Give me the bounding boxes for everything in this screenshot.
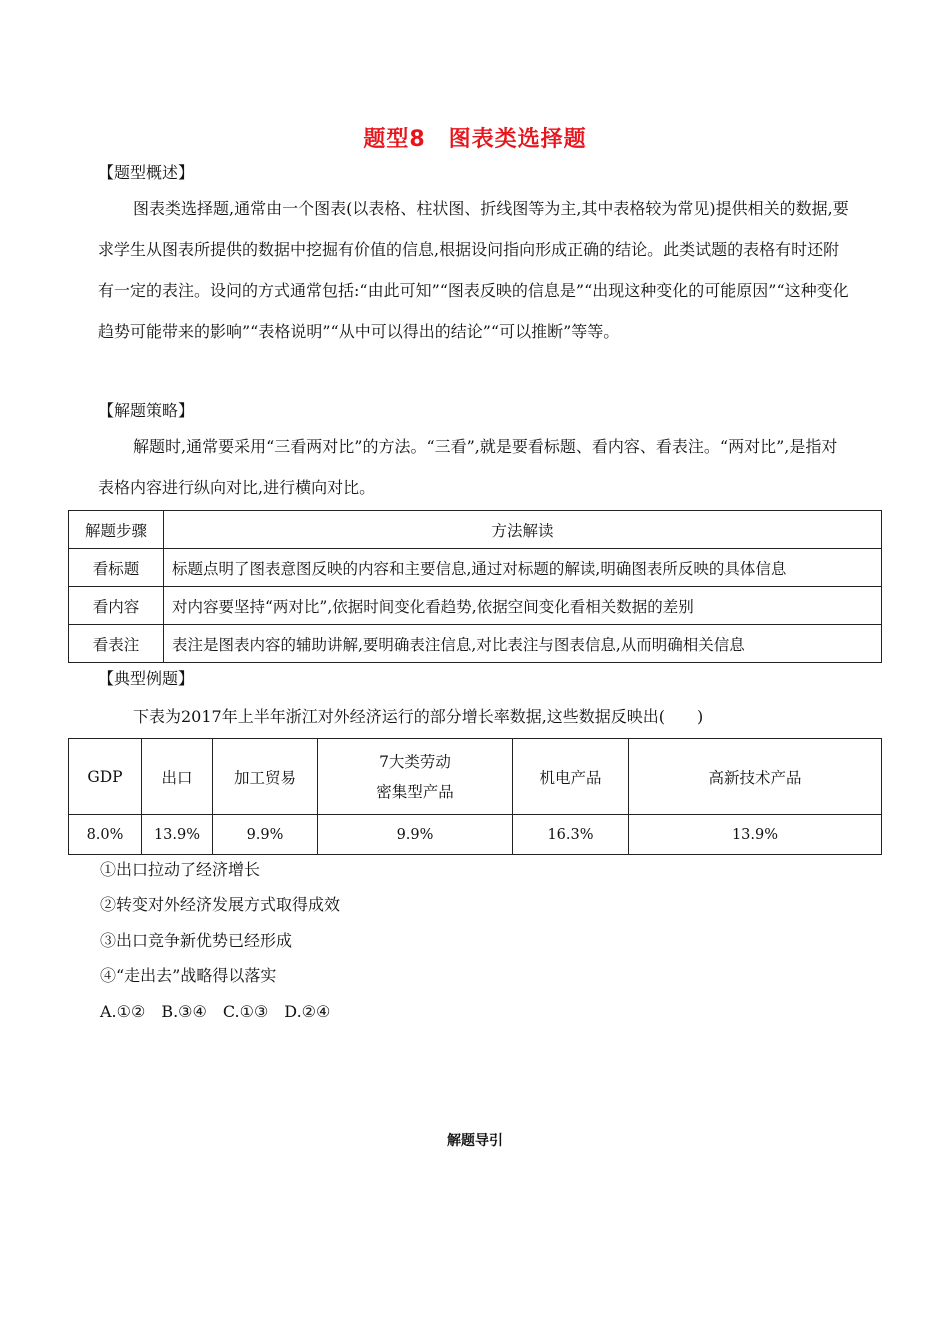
example-table [68,738,882,855]
example-heading: 【典型例题】 [98,669,195,688]
table-cell: 13.9% [142,815,213,855]
option-2: ②转变对外经济发展方式取得成效 [100,895,341,914]
table-cell: 表注是图表内容的辅助讲解,要明确表注信息,对比表注与图表信息,从而明确相关信息 [164,625,882,663]
method-table [68,510,882,663]
example-question: 下表为2017年上半年浙江对外经济运行的部分增长率数据,这些数据反映出( ) [133,707,704,726]
table-cell: 8.0% [69,815,142,855]
table-header-cell: 出口 [142,739,213,815]
answer-choices: A.①② B.③④ C.①③ D.②④ [100,1002,331,1021]
overview-text: 图表类选择题,通常由一个图表(以表格、柱状图、折线图等为主,其中表格较为常见)提供相关的数据,要求学生从图表所提供的数据中挖掘有价值的信息,根据设问指向形成正确的结论。此类试题的表格有时还附有一定的表注。设问的方式通常包括:“由此可知”“图表反映的信息是”“出现这种变化的可能原因”“这种变化趋势可能带来的影响”“表格说明”“从中可以得出的结论”“可以推断”等等。 [98,199,849,341]
table-row [69,511,882,549]
table-row [69,815,882,855]
table-header-line: 7大类劳动 [379,752,451,771]
table-header-cell: 加工贸易 [213,739,318,815]
table-header-cell: 高新技术产品 [629,739,882,815]
option-1: ①出口拉动了经济增长 [100,860,261,879]
table-cell: 13.9% [629,815,882,855]
table-cell: 9.9% [213,815,318,855]
table-cell: 标题点明了图表意图反映的内容和主要信息,通过对标题的解读,明确图表所反映的具体信息 [164,549,882,587]
table-cell: 对内容要坚持“两对比”,依据时间变化看趋势,依据空间变化看相关数据的差别 [164,587,882,625]
table-cell: 9.9% [318,815,513,855]
option-4: ④“走出去”战略得以落实 [100,966,277,985]
guide-heading: 解题导引 [447,1133,503,1149]
table-cell: 16.3% [513,815,629,855]
table-header-cell: 机电产品 [513,739,629,815]
page-title: 题型8 图表类选择题 [363,127,587,152]
table-row [69,549,882,587]
table-row [69,739,882,815]
table-header-line: 密集型产品 [376,782,454,801]
table-header-cell: 解题步骤 [69,511,164,549]
table-cell: 看表注 [69,625,164,663]
table-header-cell: GDP [69,739,142,815]
option-3: ③出口竞争新优势已经形成 [100,931,293,950]
table-cell: 看内容 [69,587,164,625]
table-row [69,587,882,625]
strategy-text: 解题时,通常要采用“三看两对比”的方法。“三看”,就是要看标题、看内容、看表注。“两对比”,是指对表格内容进行纵向对比,进行横向对比。 [98,437,838,497]
table-cell: 看标题 [69,549,164,587]
overview-heading: 【题型概述】 [98,163,195,182]
strategy-heading: 【解题策略】 [98,401,195,420]
table-header-cell: 方法解读 [164,511,882,549]
table-row [69,625,882,663]
table-header-cell [318,739,513,815]
